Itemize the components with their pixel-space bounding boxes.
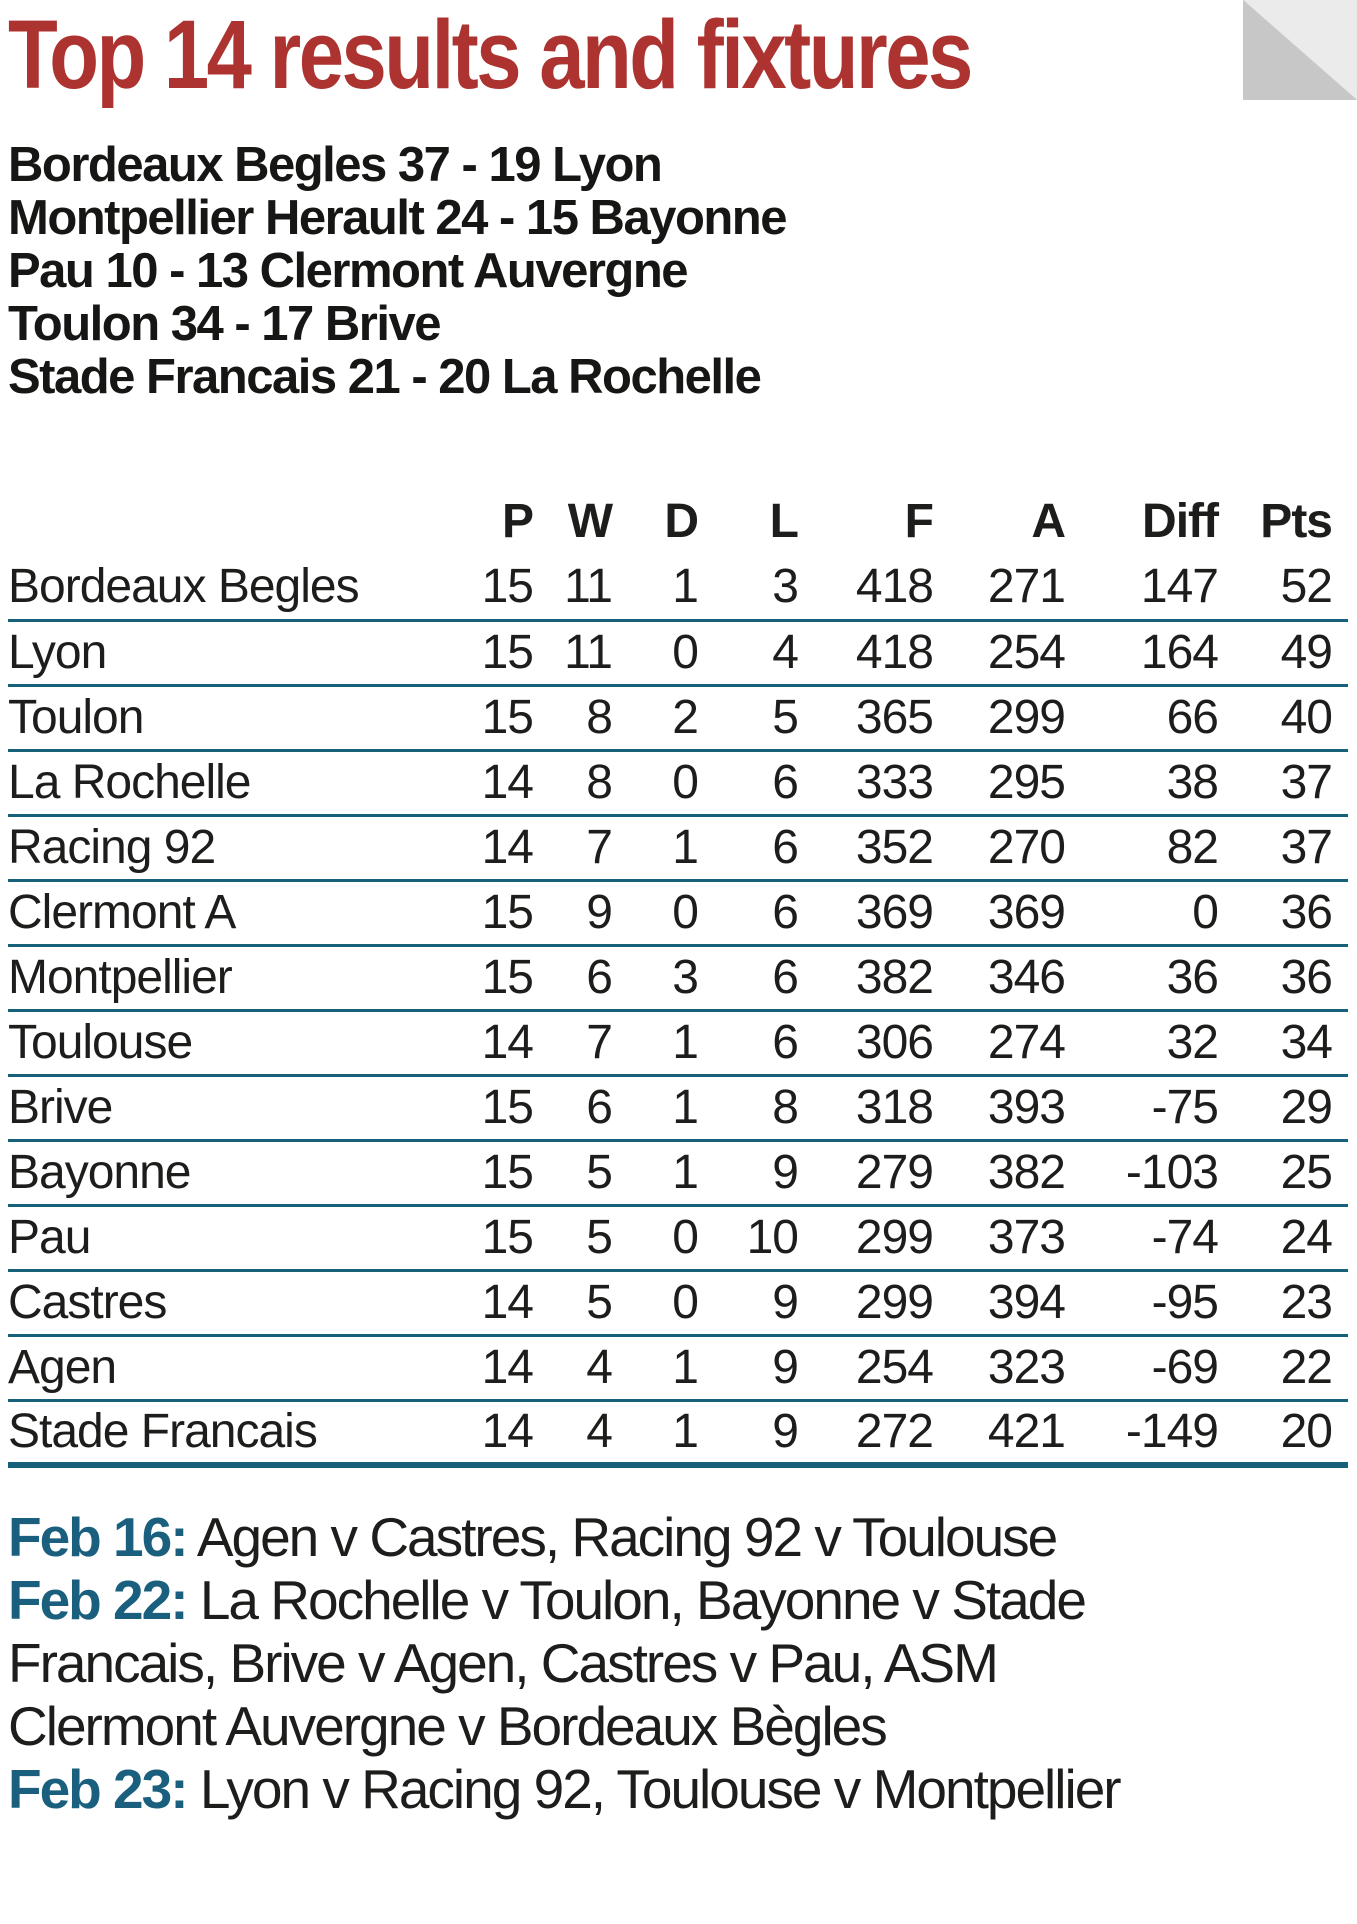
fixture-line — [8, 1506, 1203, 1569]
stat-cell: 38 — [1166, 756, 1218, 809]
stat-cell: 36 — [1166, 951, 1218, 1004]
table-row — [8, 555, 1348, 620]
stat-cell: 14 — [481, 1016, 533, 1069]
stat-cell: 6 — [772, 951, 798, 1004]
stat-cell: 1 — [672, 1341, 698, 1394]
table-row — [8, 1140, 1348, 1205]
stat-cell: 0 — [672, 1276, 698, 1329]
stat-cell: 382 — [987, 1146, 1065, 1199]
page-title: Top 14 results and fixtures — [8, 0, 971, 109]
stat-cell: -149 — [1125, 1405, 1218, 1459]
fixture-date: Feb 16: — [8, 1506, 187, 1568]
stat-cell: 14 — [481, 821, 533, 874]
fixture-matches: Agen v Castres, Racing 92 v Toulouse — [196, 1506, 1057, 1568]
col-header-a: A — [1031, 495, 1065, 548]
stat-cell: 82 — [1166, 821, 1218, 874]
stat-cell: 270 — [987, 821, 1065, 874]
team-cell: Toulouse — [8, 1016, 193, 1069]
result-line: Toulon 34 - 17 Brive — [8, 297, 440, 351]
team-cell: Agen — [8, 1341, 117, 1394]
stat-cell: 6 — [586, 951, 612, 1004]
stat-cell: 5 — [586, 1211, 612, 1264]
stat-cell: 0 — [672, 886, 698, 939]
stat-cell: 4 — [772, 626, 798, 679]
stat-cell: 373 — [987, 1211, 1065, 1264]
table-row — [8, 1270, 1348, 1335]
stat-cell: 1 — [672, 1405, 698, 1459]
stat-cell: 365 — [855, 691, 933, 744]
team-cell: Toulon — [8, 691, 144, 744]
stat-cell: 3 — [772, 560, 798, 614]
stat-cell: 7 — [586, 1016, 612, 1069]
table-row — [8, 945, 1348, 1010]
stat-cell: 299 — [855, 1276, 933, 1329]
stat-cell: -75 — [1151, 1081, 1218, 1134]
stat-cell: 393 — [987, 1081, 1065, 1134]
stat-cell: 25 — [1280, 1146, 1332, 1199]
col-header-team — [8, 470, 388, 555]
stat-cell: 1 — [672, 1081, 698, 1134]
stat-cell: 6 — [772, 886, 798, 939]
stat-cell: 7 — [586, 821, 612, 874]
stat-cell: 14 — [481, 1276, 533, 1329]
stat-cell: 9 — [772, 1341, 798, 1394]
result-line: Pau 10 - 13 Clermont Auvergne — [8, 244, 688, 298]
table-row — [8, 685, 1348, 750]
col-header-l: L — [769, 495, 798, 548]
stat-cell: 36 — [1280, 951, 1332, 1004]
result-line: Bordeaux Begles 37 - 19 Lyon — [8, 138, 662, 192]
fixtures-list — [8, 1506, 1203, 1821]
stat-cell: 254 — [987, 626, 1065, 679]
team-cell: Pau — [8, 1211, 91, 1264]
stat-cell: 8 — [772, 1081, 798, 1134]
stat-cell: 9 — [772, 1405, 798, 1459]
stat-cell: 369 — [855, 886, 933, 939]
stat-cell: 382 — [855, 951, 933, 1004]
stat-cell: 10 — [746, 1211, 798, 1264]
stat-cell: 9 — [586, 886, 612, 939]
table-row — [8, 750, 1348, 815]
stat-cell: 22 — [1280, 1341, 1332, 1394]
team-cell: Montpellier — [8, 951, 232, 1004]
folded-corner-icon — [1243, 0, 1357, 100]
stat-cell: 15 — [481, 626, 533, 679]
stat-cell: 15 — [481, 1081, 533, 1134]
team-cell: La Rochelle — [8, 756, 251, 809]
stat-cell: 15 — [481, 1146, 533, 1199]
table-row — [8, 880, 1348, 945]
fixture-matches: La Rochelle v Toulon, Bayonne v Stade Francais, Brive v Agen, Castres v Pau, ASM Clermont Auvergne v Bordeaux Bègles — [8, 1569, 1085, 1757]
stat-cell: 0 — [672, 756, 698, 809]
stat-cell: 1 — [672, 560, 698, 614]
team-cell: Lyon — [8, 626, 107, 679]
stat-cell: 6 — [772, 821, 798, 874]
col-header-w: W — [567, 495, 612, 548]
stat-cell: 20 — [1280, 1405, 1332, 1459]
team-cell: Clermont A — [8, 886, 236, 939]
col-header-diff: Diff — [1142, 495, 1218, 548]
standings-body — [8, 555, 1348, 1465]
result-line: Montpellier Herault 24 - 15 Bayonne — [8, 191, 786, 245]
stat-cell: 15 — [481, 1211, 533, 1264]
stat-cell: 37 — [1280, 756, 1332, 809]
standings-table — [8, 470, 1348, 1468]
results-list — [8, 139, 1357, 404]
stat-cell: 352 — [855, 821, 933, 874]
stat-cell: 2 — [672, 691, 698, 744]
stat-cell: 418 — [855, 626, 933, 679]
stat-cell: 323 — [987, 1341, 1065, 1394]
stat-cell: 0 — [1192, 886, 1218, 939]
stat-cell: 318 — [855, 1081, 933, 1134]
col-header-f: F — [904, 495, 933, 548]
stat-cell: 15 — [481, 886, 533, 939]
team-cell: Castres — [8, 1276, 167, 1329]
table-row — [8, 1335, 1348, 1400]
team-cell: Brive — [8, 1081, 113, 1134]
table-row — [8, 1010, 1348, 1075]
stat-cell: 49 — [1280, 626, 1332, 679]
result-line: Stade Francais 21 - 20 La Rochelle — [8, 350, 761, 404]
stat-cell: 36 — [1280, 886, 1332, 939]
stat-cell: 5 — [586, 1146, 612, 1199]
fixture-date: Feb 23: — [8, 1758, 187, 1820]
fixture-matches: Lyon v Racing 92, Toulouse v Montpellier — [199, 1758, 1120, 1820]
stat-cell: 4 — [586, 1405, 612, 1459]
stat-cell: 333 — [855, 756, 933, 809]
col-header-pts: Pts — [1260, 495, 1332, 548]
team-cell: Stade Francais — [8, 1405, 317, 1459]
table-row — [8, 1400, 1348, 1465]
stat-cell: 15 — [481, 691, 533, 744]
team-cell: Bayonne — [8, 1146, 191, 1199]
stat-cell: 299 — [987, 691, 1065, 744]
stat-cell: 1 — [672, 1146, 698, 1199]
stat-cell: 299 — [855, 1211, 933, 1264]
table-row — [8, 620, 1348, 685]
stat-cell: 40 — [1280, 691, 1332, 744]
stat-cell: 34 — [1280, 1016, 1332, 1069]
stat-cell: 52 — [1280, 560, 1332, 614]
stat-cell: 272 — [855, 1405, 933, 1459]
stat-cell: 15 — [481, 951, 533, 1004]
stat-cell: 15 — [481, 560, 533, 614]
stat-cell: 14 — [481, 756, 533, 809]
stat-cell: 6 — [772, 756, 798, 809]
stat-cell: 0 — [672, 626, 698, 679]
stat-cell: 147 — [1140, 560, 1218, 614]
stat-cell: 14 — [481, 1341, 533, 1394]
standings-header-row — [8, 470, 1348, 555]
stat-cell: 66 — [1166, 691, 1218, 744]
stat-cell: 4 — [586, 1341, 612, 1394]
stat-cell: 24 — [1280, 1211, 1332, 1264]
stat-cell: 369 — [987, 886, 1065, 939]
stat-cell: 9 — [772, 1146, 798, 1199]
stat-cell: 29 — [1280, 1081, 1332, 1134]
stat-cell: 306 — [855, 1016, 933, 1069]
stat-cell: 394 — [987, 1276, 1065, 1329]
stat-cell: 254 — [855, 1341, 933, 1394]
fixture-line — [8, 1569, 1203, 1758]
col-header-d: D — [664, 495, 698, 548]
stat-cell: 279 — [855, 1146, 933, 1199]
stat-cell: 5 — [772, 691, 798, 744]
stat-cell: 421 — [987, 1405, 1065, 1459]
stat-cell: -95 — [1151, 1276, 1218, 1329]
stat-cell: 164 — [1140, 626, 1218, 679]
stat-cell: 8 — [586, 691, 612, 744]
stat-cell: -74 — [1151, 1211, 1218, 1264]
stat-cell: 346 — [987, 951, 1065, 1004]
stat-cell: 0 — [672, 1211, 698, 1264]
stat-cell: 418 — [855, 560, 933, 614]
stat-cell: 6 — [586, 1081, 612, 1134]
stat-cell: 5 — [586, 1276, 612, 1329]
stat-cell: 1 — [672, 821, 698, 874]
stat-cell: 8 — [586, 756, 612, 809]
table-row — [8, 1075, 1348, 1140]
stat-cell: 295 — [987, 756, 1065, 809]
stat-cell: -103 — [1125, 1146, 1218, 1199]
col-header-p: P — [501, 495, 533, 548]
stat-cell: -69 — [1151, 1341, 1218, 1394]
stat-cell: 11 — [564, 626, 612, 679]
stat-cell: 32 — [1166, 1016, 1218, 1069]
stat-cell: 274 — [987, 1016, 1065, 1069]
stat-cell: 1 — [672, 1016, 698, 1069]
table-row — [8, 815, 1348, 880]
stat-cell: 23 — [1280, 1276, 1332, 1329]
fixture-line — [8, 1758, 1203, 1821]
stat-cell: 271 — [987, 560, 1065, 614]
fixture-date: Feb 22: — [8, 1569, 187, 1631]
stat-cell: 14 — [481, 1405, 533, 1459]
team-cell: Bordeaux Begles — [8, 560, 359, 614]
stat-cell: 9 — [772, 1276, 798, 1329]
stat-cell: 3 — [672, 951, 698, 1004]
table-row — [8, 1205, 1348, 1270]
team-cell: Racing 92 — [8, 821, 216, 874]
stat-cell: 6 — [772, 1016, 798, 1069]
stat-cell: 11 — [564, 560, 612, 614]
stat-cell: 37 — [1280, 821, 1332, 874]
